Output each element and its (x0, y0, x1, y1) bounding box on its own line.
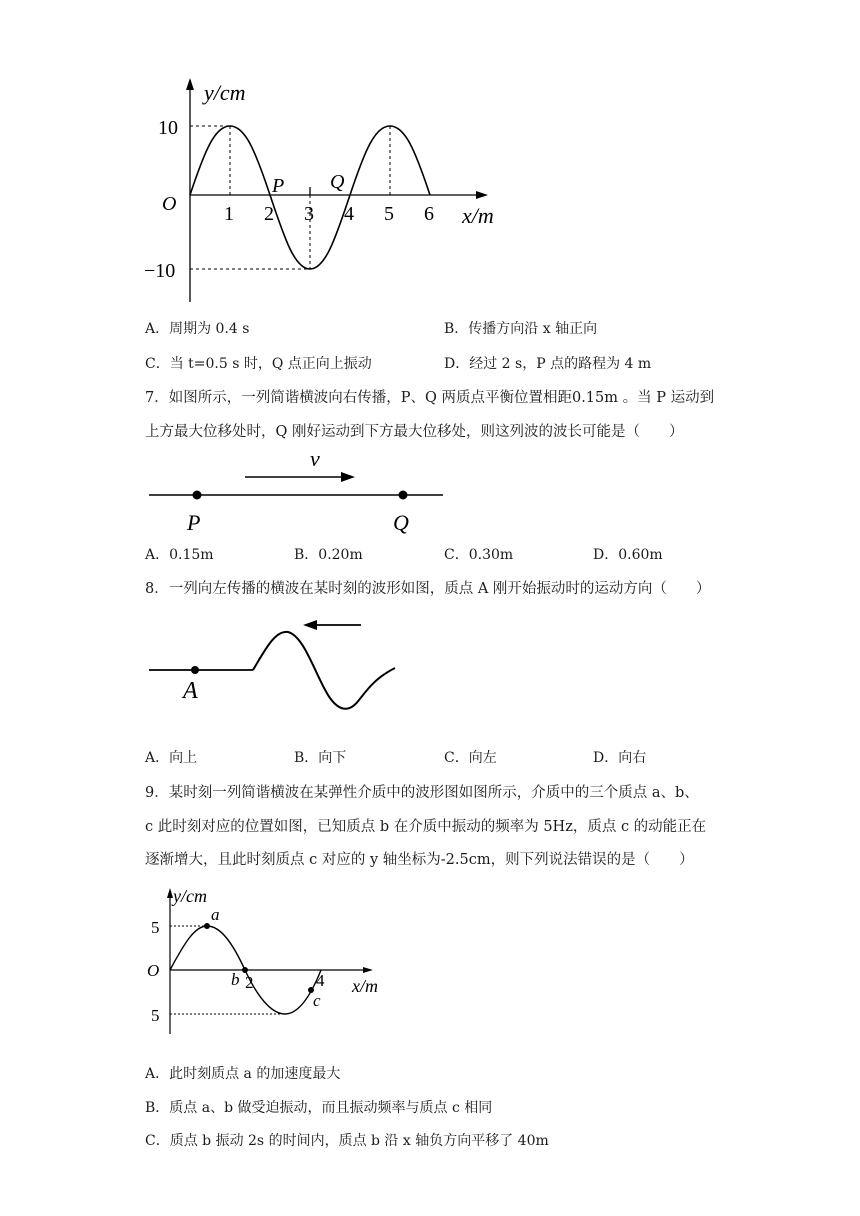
point-p-label: P (272, 175, 285, 197)
x-tick-4: 4 (316, 971, 325, 990)
y-axis-label: y/cm (173, 886, 207, 906)
q6-option-a: A．周期为 0.4 s (145, 321, 250, 337)
point-q-label: Q (393, 510, 409, 535)
q9-option-c: C．质点 b 振动 2s 的时间内，质点 b 沿 x 轴负方向平移了 40m (145, 1133, 549, 1149)
x-axis-arrow (363, 967, 373, 973)
q9-stem-line3: 逐渐增大，且此时刻质点 c 对应的 y 轴坐标为-2.5cm，则下列说法错误的是（ ） (145, 852, 694, 868)
q9-option-b: B．质点 a、b 做受迫振动，而且振动频率与质点 c 相同 (145, 1100, 493, 1116)
q9-option-a: A．此时刻质点 a 的加速度最大 (145, 1066, 341, 1082)
q7-stem-line2: 上方最大位移处时，Q 刚好运动到下方最大位移处，则这列波的波长可能是（ ） (145, 424, 684, 440)
q7-option-d: D．0.60m (593, 547, 663, 563)
velocity-label: v (310, 446, 320, 471)
wave-figure-q8 (145, 610, 405, 720)
y-tick-10: 10 (158, 117, 178, 139)
direction-arrow-head (303, 620, 317, 630)
wave-curve (253, 632, 395, 709)
q7-stem-line1: 7．如图所示，一列简谐横波向右传播，P、Q 两质点平衡位置相距0.15m 。当 P 运动到 (145, 390, 715, 406)
x-axis-arrow (476, 191, 488, 199)
point-c-label: c (313, 991, 321, 1010)
wave-graph-q9 (145, 882, 390, 1042)
q8-stem-line1: 8．一列向左传播的横波在某时刻的波形如图，质点 A 刚开始振动时的运动方向（ ） (145, 581, 711, 597)
y-tick-minus10: −10 (144, 260, 176, 282)
point-a-dot (191, 666, 199, 674)
x-tick-3: 3 (304, 203, 314, 225)
point-b-label: b (231, 970, 240, 989)
x-tick-1: 1 (224, 203, 234, 225)
point-p-label: P (187, 510, 201, 535)
q9-stem-line2: c 此时刻对应的位置如图，已知质点 b 在介质中振动的频率为 5Hz，质点 c 的动能正在 (145, 819, 707, 835)
velocity-arrow-head (341, 472, 355, 482)
q6-option-c: C．当 t=0.5 s 时，Q 点正向上振动 (145, 356, 372, 372)
wave-graph-q6 (144, 70, 500, 310)
q7-option-b: B．0.20m (294, 547, 363, 563)
point-a-label: a (211, 905, 220, 924)
origin-label: O (162, 193, 177, 215)
q7-option-c: C．0.30m (444, 547, 514, 563)
point-p-dot (193, 491, 202, 500)
x-tick-2: 2 (264, 203, 274, 225)
x-tick-6: 6 (424, 203, 434, 225)
y-axis-label: y/cm (204, 80, 246, 105)
point-q-dot (399, 491, 408, 500)
x-tick-4: 4 (344, 203, 354, 225)
q8-option-a: A．向上 (145, 750, 198, 766)
q8-option-d: D．向右 (593, 750, 647, 766)
q6-option-d: D．经过 2 s，P 点的路程为 4 m (444, 356, 652, 372)
wave-propagation-figure-q7 (145, 446, 450, 540)
x-tick-5: 5 (384, 203, 394, 225)
x-tick-2: 2 (245, 973, 254, 992)
q6-option-b: B．传播方向沿 x 轴正向 (444, 321, 598, 337)
point-q-label: Q (330, 171, 345, 193)
y-tick-top: 5 (151, 918, 160, 937)
x-axis-label: x/m (462, 203, 494, 228)
point-a-label: A (183, 678, 198, 704)
y-tick-bottom: 5 (151, 1006, 160, 1025)
q9-stem-line1: 9．某时刻一列简谐横波在某弹性介质中的波形图如图所示，介质中的三个质点 a、b、 (145, 785, 699, 801)
q7-option-a: A．0.15m (145, 547, 214, 563)
y-axis-arrow (186, 78, 194, 90)
q8-option-c: C．向左 (444, 750, 497, 766)
q8-option-b: B．向下 (294, 750, 347, 766)
x-axis-label: x/m (352, 976, 378, 996)
point-a-dot (204, 923, 210, 929)
origin-label: O (147, 961, 160, 980)
